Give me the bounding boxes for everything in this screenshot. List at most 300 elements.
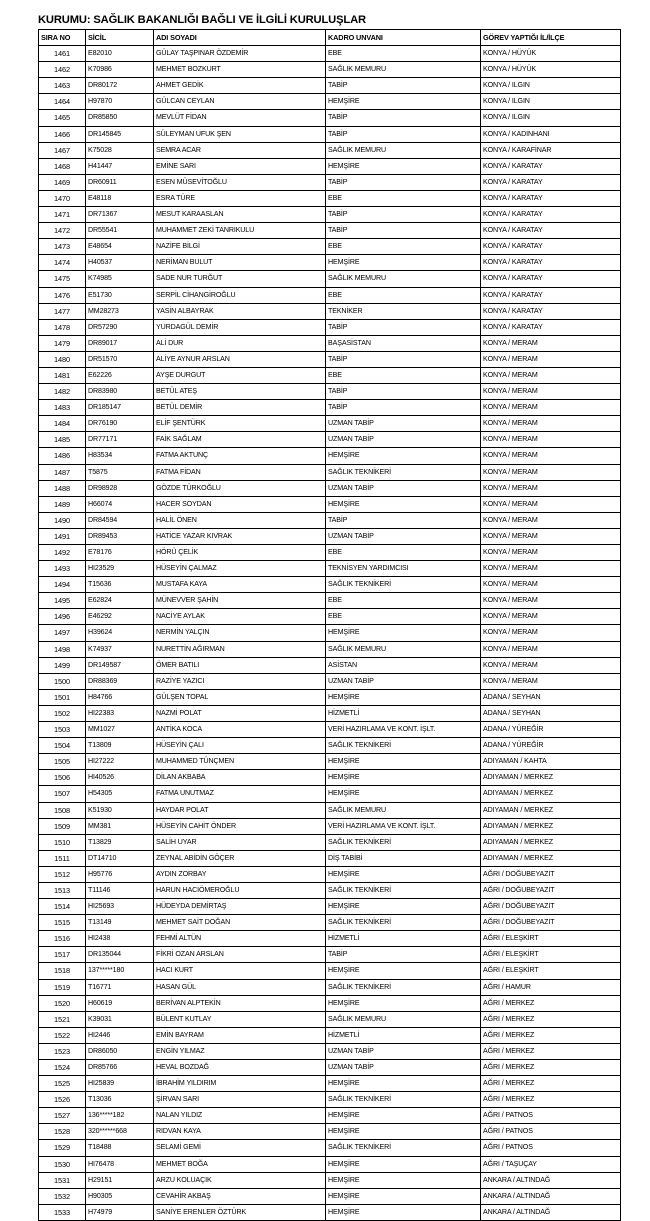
cell-kadro: HİZMETLİ bbox=[326, 1027, 481, 1043]
cell-kadro: TEKNİKER bbox=[326, 303, 481, 319]
cell-sicil: 137*****180 bbox=[86, 963, 154, 979]
cell-sira: 1497 bbox=[39, 625, 86, 641]
cell-ad: FATMA UNUTMAZ bbox=[154, 786, 326, 802]
cell-kadro: SAĞLIK TEKNİKERİ bbox=[326, 1092, 481, 1108]
cell-ad: HARUN HACIÖMEROĞLU bbox=[154, 882, 326, 898]
cell-sicil: E51730 bbox=[86, 287, 154, 303]
cell-gorev: KONYA / HÜYÜK bbox=[481, 46, 621, 62]
cell-kadro: SAĞLIK TEKNİKERİ bbox=[326, 464, 481, 480]
cell-ad: ESEN MÜSEVİTOĞLU bbox=[154, 174, 326, 190]
cell-ad: NERMİN YALÇIN bbox=[154, 625, 326, 641]
cell-ad: SÜLEYMAN UFUK ŞEN bbox=[154, 126, 326, 142]
cell-ad: GÖZDE TÜRKOĞLU bbox=[154, 480, 326, 496]
cell-gorev: KONYA / MERAM bbox=[481, 512, 621, 528]
cell-kadro: SAĞLIK MEMURU bbox=[326, 1011, 481, 1027]
cell-kadro: HEMŞİRE bbox=[326, 496, 481, 512]
cell-gorev: AĞRI / PATNOS bbox=[481, 1140, 621, 1156]
cell-kadro: HEMŞİRE bbox=[326, 1108, 481, 1124]
cell-sira: 1513 bbox=[39, 882, 86, 898]
table-row bbox=[39, 850, 621, 866]
cell-sira: 1468 bbox=[39, 158, 86, 174]
table-header bbox=[39, 30, 621, 46]
cell-ad: FİKRİ OZAN ARSLAN bbox=[154, 947, 326, 963]
cell-sira: 1494 bbox=[39, 577, 86, 593]
cell-sicil: K74985 bbox=[86, 271, 154, 287]
cell-sicil: H41447 bbox=[86, 158, 154, 174]
table-row bbox=[39, 689, 621, 705]
cell-kadro: ASİSTAN bbox=[326, 657, 481, 673]
cell-sira: 1491 bbox=[39, 528, 86, 544]
cell-sira: 1499 bbox=[39, 657, 86, 673]
cell-gorev: AĞRI / MERKEZ bbox=[481, 1043, 621, 1059]
table-row bbox=[39, 496, 621, 512]
cell-sira: 1506 bbox=[39, 770, 86, 786]
cell-sira: 1527 bbox=[39, 1108, 86, 1124]
table-row bbox=[39, 754, 621, 770]
page-title: KURUMU: SAĞLIK BAKANLIĞI BAĞLI VE İLGİLİ KURULUŞLAR bbox=[38, 14, 366, 26]
cell-kadro: SAĞLIK TEKNİKERİ bbox=[326, 577, 481, 593]
cell-sira: 1517 bbox=[39, 947, 86, 963]
cell-kadro: SAĞLIK MEMURU bbox=[326, 641, 481, 657]
cell-gorev: KONYA / MERAM bbox=[481, 561, 621, 577]
cell-kadro: HEMŞİRE bbox=[326, 866, 481, 882]
table-row bbox=[39, 319, 621, 335]
cell-gorev: KONYA / MERAM bbox=[481, 367, 621, 383]
table-row bbox=[39, 351, 621, 367]
cell-gorev: KONYA / KARATAY bbox=[481, 174, 621, 190]
cell-kadro: UZMAN TABİP bbox=[326, 528, 481, 544]
cell-gorev: KONYA / KADINHANI bbox=[481, 126, 621, 142]
cell-kadro: HEMŞİRE bbox=[326, 1156, 481, 1172]
cell-ad: FATMA AKTUNÇ bbox=[154, 448, 326, 464]
table-row bbox=[39, 126, 621, 142]
cell-kadro: VERİ HAZIRLAMA VE KONT. İŞLT. bbox=[326, 722, 481, 738]
cell-sicil: DR77171 bbox=[86, 432, 154, 448]
cell-gorev: KONYA / MERAM bbox=[481, 432, 621, 448]
cell-kadro: EBE bbox=[326, 593, 481, 609]
cell-gorev: AĞRI / DOĞUBEYAZIT bbox=[481, 866, 621, 882]
cell-gorev: AĞRI / TAŞUÇAY bbox=[481, 1156, 621, 1172]
cell-sira: 1489 bbox=[39, 496, 86, 512]
cell-kadro: BAŞASİSTAN bbox=[326, 335, 481, 351]
column-header-sira-no: SIRA NO bbox=[39, 30, 86, 46]
cell-kadro: EBE bbox=[326, 190, 481, 206]
cell-gorev: KONYA / ILGIN bbox=[481, 94, 621, 110]
cell-kadro: HEMŞİRE bbox=[326, 1188, 481, 1204]
cell-sicil: K39031 bbox=[86, 1011, 154, 1027]
cell-kadro: SAĞLIK TEKNİKERİ bbox=[326, 738, 481, 754]
cell-gorev: AĞRI / MERKEZ bbox=[481, 1076, 621, 1092]
cell-sira: 1532 bbox=[39, 1188, 86, 1204]
cell-kadro: HEMŞİRE bbox=[326, 1124, 481, 1140]
cell-kadro: TABİP bbox=[326, 126, 481, 142]
cell-kadro: HEMŞİRE bbox=[326, 1172, 481, 1188]
cell-sira: 1487 bbox=[39, 464, 86, 480]
cell-sicil: T5875 bbox=[86, 464, 154, 480]
cell-sicil: DR60911 bbox=[86, 174, 154, 190]
cell-sira: 1464 bbox=[39, 94, 86, 110]
cell-sicil: HI27222 bbox=[86, 754, 154, 770]
cell-ad: GÜLAY TAŞPINAR ÖZDEMİR bbox=[154, 46, 326, 62]
cell-gorev: KONYA / MERAM bbox=[481, 384, 621, 400]
cell-gorev: AĞRI / PATNOS bbox=[481, 1108, 621, 1124]
cell-sicil: DR51570 bbox=[86, 351, 154, 367]
cell-sicil: DR88369 bbox=[86, 673, 154, 689]
cell-ad: MEHMET SAİT DOĞAN bbox=[154, 915, 326, 931]
cell-gorev: ADIYAMAN / MERKEZ bbox=[481, 818, 621, 834]
cell-gorev: AĞRI / MERKEZ bbox=[481, 995, 621, 1011]
cell-ad: MEVLÜT FİDAN bbox=[154, 110, 326, 126]
cell-sira: 1504 bbox=[39, 738, 86, 754]
cell-ad: İBRAHİM YILDIRIM bbox=[154, 1076, 326, 1092]
table-row bbox=[39, 416, 621, 432]
cell-ad: BETÜL ATEŞ bbox=[154, 384, 326, 400]
cell-ad: ARZU KOLUAÇIK bbox=[154, 1172, 326, 1188]
cell-sicil: E46292 bbox=[86, 609, 154, 625]
table-row bbox=[39, 1108, 621, 1124]
cell-sicil: MM1027 bbox=[86, 722, 154, 738]
cell-sira: 1486 bbox=[39, 448, 86, 464]
cell-sicil: DR89017 bbox=[86, 335, 154, 351]
cell-gorev: KONYA / MERAM bbox=[481, 480, 621, 496]
cell-sira: 1472 bbox=[39, 223, 86, 239]
cell-sicil: T13149 bbox=[86, 915, 154, 931]
cell-kadro: DİŞ TABİBİ bbox=[326, 850, 481, 866]
cell-gorev: ADIYAMAN / MERKEZ bbox=[481, 770, 621, 786]
cell-ad: CEVAHİR AKBAŞ bbox=[154, 1188, 326, 1204]
cell-gorev: ADANA / SEYHAN bbox=[481, 689, 621, 705]
cell-ad: AHMET GEDİK bbox=[154, 78, 326, 94]
cell-gorev: ADIYAMAN / KAHTA bbox=[481, 754, 621, 770]
cell-ad: SADE NUR TURĞUT bbox=[154, 271, 326, 287]
table-row bbox=[39, 1092, 621, 1108]
cell-kadro: UZMAN TABİP bbox=[326, 432, 481, 448]
cell-kadro: SAĞLIK TEKNİKERİ bbox=[326, 915, 481, 931]
table-row bbox=[39, 786, 621, 802]
table-row bbox=[39, 593, 621, 609]
cell-kadro: TABİP bbox=[326, 207, 481, 223]
cell-ad: BÜLENT KUTLAY bbox=[154, 1011, 326, 1027]
table-row bbox=[39, 834, 621, 850]
cell-sicil: HI25693 bbox=[86, 899, 154, 915]
cell-gorev: ADANA / SEYHAN bbox=[481, 705, 621, 721]
cell-ad: ŞİRVAN SARI bbox=[154, 1092, 326, 1108]
cell-sicil: T11146 bbox=[86, 882, 154, 898]
cell-sira: 1533 bbox=[39, 1204, 86, 1220]
cell-sira: 1462 bbox=[39, 62, 86, 78]
cell-gorev: AĞRI / DOĞUBEYAZIT bbox=[481, 899, 621, 915]
cell-ad: HÜSEYİN ÇALI bbox=[154, 738, 326, 754]
cell-sicil: HI76478 bbox=[86, 1156, 154, 1172]
cell-gorev: KONYA / MERAM bbox=[481, 464, 621, 480]
cell-gorev: ANKARA / ALTINDAĞ bbox=[481, 1188, 621, 1204]
cell-kadro: TABİP bbox=[326, 319, 481, 335]
cell-kadro: HİZMETLİ bbox=[326, 705, 481, 721]
cell-gorev: KONYA / MERAM bbox=[481, 673, 621, 689]
cell-ad: RIDVAN KAYA bbox=[154, 1124, 326, 1140]
cell-ad: AYDIN ZORBAY bbox=[154, 866, 326, 882]
table-row bbox=[39, 190, 621, 206]
cell-sira: 1478 bbox=[39, 319, 86, 335]
cell-sira: 1485 bbox=[39, 432, 86, 448]
cell-ad: ANTİKA KOCA bbox=[154, 722, 326, 738]
cell-ad: NAZİFE BİLGİ bbox=[154, 239, 326, 255]
cell-sira: 1481 bbox=[39, 367, 86, 383]
cell-kadro: SAĞLIK MEMURU bbox=[326, 802, 481, 818]
cell-ad: AYŞE DURGUT bbox=[154, 367, 326, 383]
cell-ad: BETÜL DEMİR bbox=[154, 400, 326, 416]
cell-ad: ELİF ŞENTÜRK bbox=[154, 416, 326, 432]
cell-gorev: AĞRI / PATNOS bbox=[481, 1124, 621, 1140]
cell-gorev: KONYA / MERAM bbox=[481, 545, 621, 561]
cell-sicil: DR85766 bbox=[86, 1060, 154, 1076]
cell-gorev: KONYA / KARATAY bbox=[481, 190, 621, 206]
table-row bbox=[39, 625, 621, 641]
cell-sicil: HI40526 bbox=[86, 770, 154, 786]
cell-gorev: AĞRI / MERKEZ bbox=[481, 1092, 621, 1108]
cell-ad: SERPİL CİHANGİROĞLU bbox=[154, 287, 326, 303]
cell-ad: HASAN GÜL bbox=[154, 979, 326, 995]
cell-kadro: EBE bbox=[326, 287, 481, 303]
cell-sira: 1520 bbox=[39, 995, 86, 1011]
table-row bbox=[39, 866, 621, 882]
cell-kadro: SAĞLIK MEMURU bbox=[326, 271, 481, 287]
table-row bbox=[39, 1060, 621, 1076]
cell-sicil: HI2438 bbox=[86, 931, 154, 947]
table-row bbox=[39, 528, 621, 544]
table-row bbox=[39, 432, 621, 448]
table-row bbox=[39, 1140, 621, 1156]
cell-gorev: KONYA / ILGIN bbox=[481, 78, 621, 94]
cell-sicil: DR71367 bbox=[86, 207, 154, 223]
cell-gorev: KONYA / MERAM bbox=[481, 448, 621, 464]
cell-sicil: H39624 bbox=[86, 625, 154, 641]
cell-sicil: DR86050 bbox=[86, 1043, 154, 1059]
cell-ad: HACER SOYDAN bbox=[154, 496, 326, 512]
cell-ad: HÜDEYDA DEMİRTAŞ bbox=[154, 899, 326, 915]
cell-sicil: DR135044 bbox=[86, 947, 154, 963]
cell-sira: 1465 bbox=[39, 110, 86, 126]
table-row bbox=[39, 448, 621, 464]
cell-sicil: DR85850 bbox=[86, 110, 154, 126]
table-row bbox=[39, 1172, 621, 1188]
cell-sicil: E62226 bbox=[86, 367, 154, 383]
cell-gorev: ADANA / YÜREĞİR bbox=[481, 722, 621, 738]
cell-sicil: H90305 bbox=[86, 1188, 154, 1204]
cell-sicil: H95776 bbox=[86, 866, 154, 882]
cell-sira: 1524 bbox=[39, 1060, 86, 1076]
cell-sira: 1473 bbox=[39, 239, 86, 255]
cell-kadro: HEMŞİRE bbox=[326, 899, 481, 915]
cell-gorev: KONYA / MERAM bbox=[481, 496, 621, 512]
cell-sira: 1518 bbox=[39, 963, 86, 979]
cell-kadro: TABİP bbox=[326, 400, 481, 416]
cell-sicil: T16771 bbox=[86, 979, 154, 995]
cell-sira: 1510 bbox=[39, 834, 86, 850]
table-row bbox=[39, 931, 621, 947]
cell-sicil: H84766 bbox=[86, 689, 154, 705]
table-row bbox=[39, 223, 621, 239]
cell-sira: 1498 bbox=[39, 641, 86, 657]
cell-gorev: AĞRI / ELEŞKİRT bbox=[481, 947, 621, 963]
cell-sicil: 136*****182 bbox=[86, 1108, 154, 1124]
table-row bbox=[39, 271, 621, 287]
cell-sira: 1470 bbox=[39, 190, 86, 206]
cell-sicil: T18488 bbox=[86, 1140, 154, 1156]
cell-sicil: E48654 bbox=[86, 239, 154, 255]
cell-kadro: SAĞLIK TEKNİKERİ bbox=[326, 1140, 481, 1156]
table-row bbox=[39, 722, 621, 738]
cell-sira: 1508 bbox=[39, 802, 86, 818]
column-header-adi-soyadi: ADI SOYADI bbox=[154, 30, 326, 46]
cell-ad: MESUT KARAASLAN bbox=[154, 207, 326, 223]
cell-gorev: KONYA / MERAM bbox=[481, 528, 621, 544]
cell-ad: FEHMİ ALTÜN bbox=[154, 931, 326, 947]
table-row bbox=[39, 1011, 621, 1027]
cell-sicil: HI22383 bbox=[86, 705, 154, 721]
cell-gorev: KONYA / KARAFİNAR bbox=[481, 142, 621, 158]
cell-ad: GÜLŞEN TOPAL bbox=[154, 689, 326, 705]
table-row bbox=[39, 384, 621, 400]
table-row bbox=[39, 995, 621, 1011]
cell-sicil: K74937 bbox=[86, 641, 154, 657]
cell-sicil: HI2446 bbox=[86, 1027, 154, 1043]
table-row bbox=[39, 915, 621, 931]
table-row bbox=[39, 1204, 621, 1220]
table-row bbox=[39, 303, 621, 319]
column-header-gorev-yeri: GÖREV YAPTIĞI İL/İLÇE bbox=[481, 30, 621, 46]
cell-ad: MEHMET BOĞA bbox=[154, 1156, 326, 1172]
cell-sicil: E48118 bbox=[86, 190, 154, 206]
cell-kadro: TABİP bbox=[326, 223, 481, 239]
cell-sira: 1488 bbox=[39, 480, 86, 496]
cell-gorev: ADANA / YÜREĞİR bbox=[481, 738, 621, 754]
cell-kadro: EBE bbox=[326, 46, 481, 62]
cell-kadro: UZMAN TABİP bbox=[326, 1043, 481, 1059]
cell-ad: ZEYNAL ABİDİN GÖÇER bbox=[154, 850, 326, 866]
cell-kadro: HEMŞİRE bbox=[326, 754, 481, 770]
cell-sicil: HI25839 bbox=[86, 1076, 154, 1092]
cell-sira: 1471 bbox=[39, 207, 86, 223]
table-row bbox=[39, 464, 621, 480]
cell-gorev: AĞRI / ELEŞKİRT bbox=[481, 931, 621, 947]
cell-ad: HÖRÜ ÇELİK bbox=[154, 545, 326, 561]
cell-sicil: DR55541 bbox=[86, 223, 154, 239]
table-row bbox=[39, 947, 621, 963]
cell-ad: NURETTİN AĞIRMAN bbox=[154, 641, 326, 657]
cell-sira: 1525 bbox=[39, 1076, 86, 1092]
cell-gorev: KONYA / HÜYÜK bbox=[481, 62, 621, 78]
cell-sicil: DR83980 bbox=[86, 384, 154, 400]
cell-sira: 1484 bbox=[39, 416, 86, 432]
cell-gorev: AĞRI / MERKEZ bbox=[481, 1060, 621, 1076]
column-header-kadro-unvani: KADRO UNVANI bbox=[326, 30, 481, 46]
cell-ad: ALİ DUR bbox=[154, 335, 326, 351]
cell-ad: NERİMAN BULUT bbox=[154, 255, 326, 271]
cell-kadro: SAĞLIK MEMURU bbox=[326, 62, 481, 78]
cell-ad: HÜSEYİN CAHİT ÖNDER bbox=[154, 818, 326, 834]
cell-gorev: ANKARA / ALTINDAĞ bbox=[481, 1172, 621, 1188]
cell-gorev: KONYA / KARATAY bbox=[481, 207, 621, 223]
cell-gorev: AĞRI / ELEŞKİRT bbox=[481, 963, 621, 979]
cell-gorev: ANKARA / ALTINDAĞ bbox=[481, 1204, 621, 1220]
personnel-roster-table bbox=[38, 29, 621, 1221]
cell-sira: 1503 bbox=[39, 722, 86, 738]
cell-gorev: KONYA / KARATAY bbox=[481, 239, 621, 255]
cell-sicil: K51930 bbox=[86, 802, 154, 818]
table-row bbox=[39, 882, 621, 898]
table-row bbox=[39, 512, 621, 528]
cell-sira: 1490 bbox=[39, 512, 86, 528]
cell-sira: 1482 bbox=[39, 384, 86, 400]
cell-gorev: KONYA / MERAM bbox=[481, 625, 621, 641]
cell-sira: 1477 bbox=[39, 303, 86, 319]
table-row bbox=[39, 738, 621, 754]
cell-kadro: TEKNİSYEN YARDIMCISI bbox=[326, 561, 481, 577]
cell-sira: 1496 bbox=[39, 609, 86, 625]
cell-sicil: E78176 bbox=[86, 545, 154, 561]
cell-gorev: KONYA / MERAM bbox=[481, 593, 621, 609]
table-row bbox=[39, 1043, 621, 1059]
cell-gorev: KONYA / MERAM bbox=[481, 657, 621, 673]
cell-sira: 1514 bbox=[39, 899, 86, 915]
cell-sira: 1515 bbox=[39, 915, 86, 931]
cell-sicil: K75028 bbox=[86, 142, 154, 158]
cell-gorev: KONYA / ILGIN bbox=[481, 110, 621, 126]
cell-ad: GÜLCAN CEYLAN bbox=[154, 94, 326, 110]
cell-ad: MEHMET BOZKURT bbox=[154, 62, 326, 78]
table-row bbox=[39, 239, 621, 255]
cell-sicil: DR89453 bbox=[86, 528, 154, 544]
cell-kadro: TABİP bbox=[326, 110, 481, 126]
cell-ad: SANİYE ERENLER ÖZTÜRK bbox=[154, 1204, 326, 1220]
cell-sicil: H74979 bbox=[86, 1204, 154, 1220]
cell-ad: BERİVAN ALPTEKİN bbox=[154, 995, 326, 1011]
cell-sicil: DT14710 bbox=[86, 850, 154, 866]
table-row bbox=[39, 641, 621, 657]
cell-sira: 1492 bbox=[39, 545, 86, 561]
cell-gorev: ADIYAMAN / MERKEZ bbox=[481, 834, 621, 850]
table-row bbox=[39, 609, 621, 625]
cell-gorev: AĞRI / MERKEZ bbox=[481, 1011, 621, 1027]
cell-ad: EMİN BAYRAM bbox=[154, 1027, 326, 1043]
cell-gorev: ADIYAMAN / MERKEZ bbox=[481, 802, 621, 818]
table-row bbox=[39, 255, 621, 271]
table-body bbox=[39, 46, 621, 1221]
table-row bbox=[39, 287, 621, 303]
table-row bbox=[39, 400, 621, 416]
cell-kadro: UZMAN TABİP bbox=[326, 1060, 481, 1076]
cell-sira: 1516 bbox=[39, 931, 86, 947]
cell-ad: EMİNE SARI bbox=[154, 158, 326, 174]
cell-ad: FATMA FİDAN bbox=[154, 464, 326, 480]
cell-sira: 1531 bbox=[39, 1172, 86, 1188]
cell-ad: ENGİN YILMAZ bbox=[154, 1043, 326, 1059]
cell-kadro: TABİP bbox=[326, 512, 481, 528]
cell-kadro: SAĞLIK TEKNİKERİ bbox=[326, 979, 481, 995]
cell-sicil: DR76190 bbox=[86, 416, 154, 432]
table-row bbox=[39, 545, 621, 561]
cell-kadro: SAĞLIK TEKNİKERİ bbox=[326, 882, 481, 898]
cell-sira: 1474 bbox=[39, 255, 86, 271]
cell-sira: 1505 bbox=[39, 754, 86, 770]
cell-sicil: H97870 bbox=[86, 94, 154, 110]
table-row bbox=[39, 46, 621, 62]
table-row bbox=[39, 335, 621, 351]
cell-sira: 1467 bbox=[39, 142, 86, 158]
cell-kadro: HEMŞİRE bbox=[326, 1076, 481, 1092]
cell-ad: DİLAN AKBABA bbox=[154, 770, 326, 786]
